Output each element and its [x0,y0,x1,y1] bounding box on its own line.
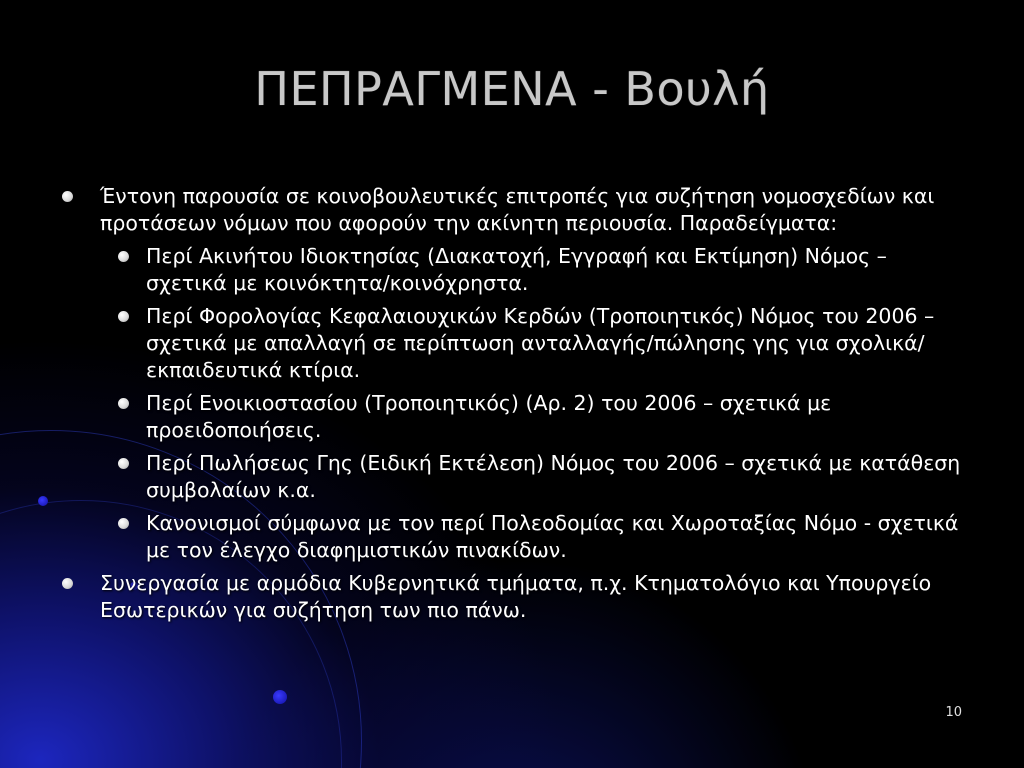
sub-bullet-item [100,390,962,444]
sub-bullet-item [100,450,962,504]
bullet-icon [62,578,73,589]
sub-bullet-text: Περί Φορολογίας Κεφαλαιουχικών Κερδών (Τροποιητικός) Νόμος του 2006 – σχετικά με απαλλαγή σε περίπτωση ανταλλαγής/πώλησης γης για σχολικά/εκπαιδευτικά κτίρια. [146,304,935,382]
sub-bullet-text: Περί Ενοικιοστασίου (Τροποιητικός) (Αρ. 2) του 2006 – σχετικά με προειδοποιήσεις. [146,391,832,442]
bullet-item [62,183,962,564]
bullet-icon [62,191,73,202]
decorative-dot [273,690,287,704]
sub-bullet-item [100,303,962,384]
sub-bullet-text: Περί Πωλήσεως Γης (Ειδική Εκτέλεση) Νόμος του 2006 – σχετικά με κατάθεση συμβολαίων κ.α. [146,451,961,502]
sub-bullet-text: Κανονισμοί σύμφωνα με τον περί Πολεοδομίας και Χωροταξίας Νόμο - σχετικά με τον έλεγχο διαφημιστικών πινακίδων. [146,511,959,562]
bullet-text: Συνεργασία με αρμόδια Κυβερνητικά τμήματα, π.χ. Κτηματολόγιο και Υπουργείο Εσωτερικών για συζήτηση των πιο πάνω. [100,571,932,622]
sub-bullet-list [100,243,962,564]
bullet-icon [118,398,129,409]
slide-title: ΠΕΠΡΑΓΜΕΝΑ - Βουλή [254,62,770,116]
sub-bullet-text: Περί Ακινήτου Ιδιοκτησίας (Διακατοχή, Εγγραφή και Εκτίμηση) Νόμος – σχετικά με κοινόκτητα/κοινόχρηστα. [146,244,887,295]
bullet-text: Έντονη παρουσία σε κοινοβουλευτικές επιτροπές για συζήτηση νομοσχεδίων και προτάσεων νόμων που αφορούν την ακίνητη περιουσία. Παραδείγματα: [100,184,935,235]
bullet-icon [118,311,129,322]
bullet-icon [118,518,129,529]
sub-bullet-item [100,243,962,297]
slide-content [62,183,962,630]
page-number: 10 [945,705,962,720]
decorative-dot [38,496,48,506]
bullet-list [62,183,962,624]
bullet-item [62,570,962,624]
sub-bullet-item [100,510,962,564]
bullet-icon [118,251,129,262]
bullet-icon [118,458,129,469]
